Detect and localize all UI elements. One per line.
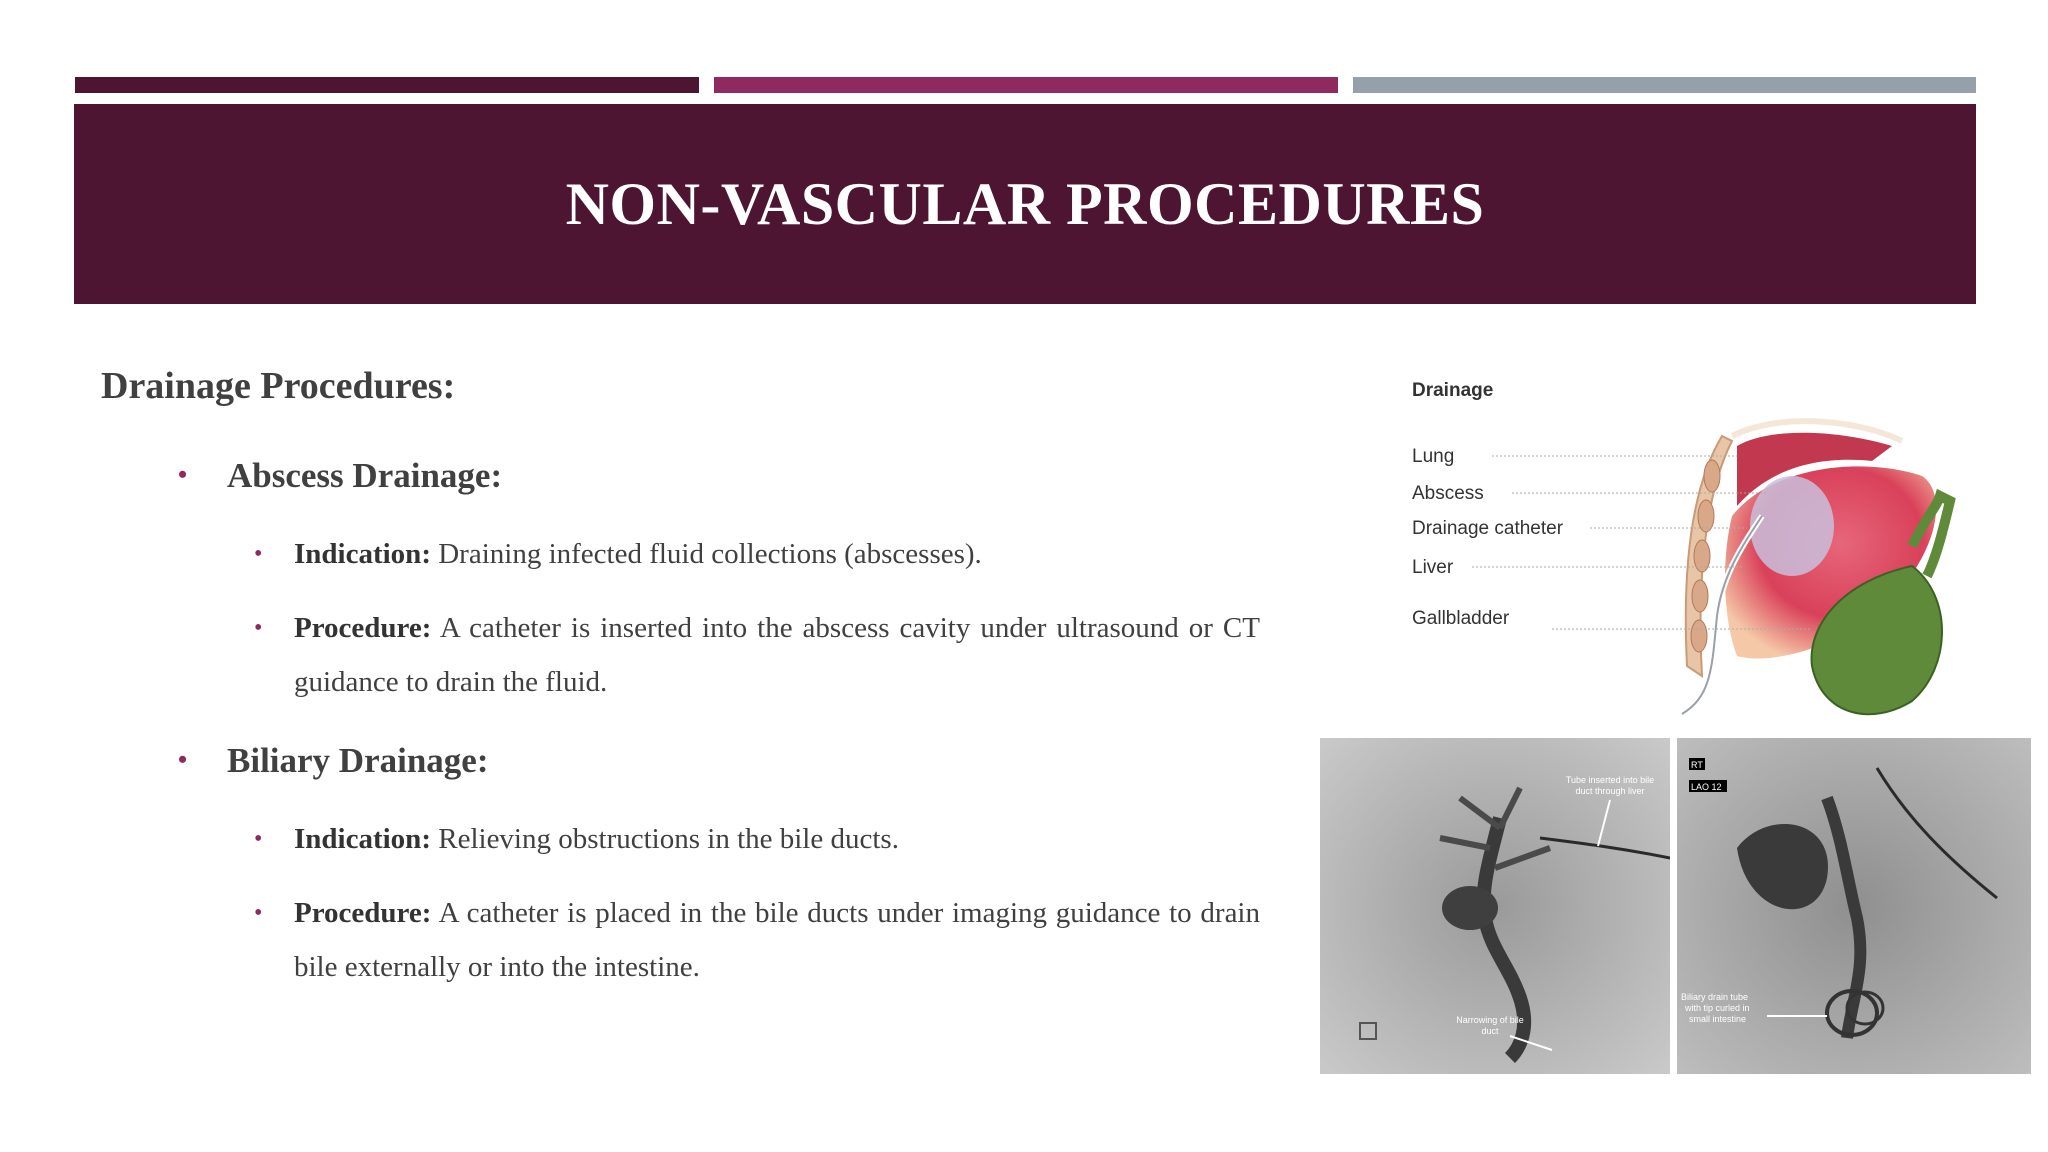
sub-bullet-abscess-indication [254, 527, 1260, 581]
section-title: Drainage Procedures: [101, 365, 456, 407]
xray-tag-rt: RT [1691, 760, 1703, 770]
point-label: Indication: [294, 538, 431, 570]
point-text: A catheter is placed in the bile ducts under imaging guidance to drain bile externally or into the intestine. [294, 897, 1260, 983]
diagram-label-gallbladder: Gallbladder [1412, 608, 1510, 629]
diagram-label-liver: Liver [1412, 557, 1454, 578]
xray-annotation-3: small intestine [1689, 1014, 1747, 1024]
xray-annotation-bottom-2: duct [1481, 1026, 1499, 1036]
diagram-label-abscess: Abscess [1412, 483, 1484, 504]
contrast-shape [1442, 886, 1498, 930]
xray-annotation-bottom-1: Narrowing of bile [1456, 1015, 1524, 1025]
bullet-dot: • [178, 745, 188, 774]
point-text: Draining infected fluid collections (abscesses). [438, 538, 982, 570]
point-text: A catheter is inserted into the abscess cavity under ultrasound or CT guidance to drain the fluid. [294, 612, 1260, 698]
xray-image-right [1677, 738, 2031, 1074]
point-label: Procedure: [294, 612, 432, 644]
bullet-dot: • [254, 826, 263, 852]
bullet-heading: Abscess Drainage: [227, 456, 503, 495]
xray-image-left [1320, 738, 1670, 1074]
xray-annotation-2: with tip curled in [1685, 1003, 1750, 1013]
bullet-heading: Biliary Drainage: [227, 741, 489, 780]
xray-annotation-top-1: Tube inserted into bile [1565, 775, 1655, 785]
xray-annotation-top-2: duct through liver [1575, 786, 1645, 796]
xray-tag-lao: LAO 12 [1691, 782, 1722, 792]
point-label: Procedure: [294, 897, 432, 929]
xray-annotation-1: Biliary drain tube [1681, 992, 1749, 1002]
accent-bar-gray [1353, 77, 1976, 93]
bullet-dot: • [178, 460, 188, 489]
accent-bar-magenta [714, 77, 1338, 93]
bullet-dot: • [254, 900, 263, 926]
bullet-dot: • [254, 615, 263, 641]
abscess-shape [1750, 476, 1834, 576]
accent-bar-dark [75, 77, 699, 93]
sub-bullet-abscess-procedure [254, 601, 1260, 709]
slide-title: NON-VASCULAR PROCEDURES [565, 170, 1485, 237]
point-label: Indication: [294, 823, 431, 855]
diagram-title: Drainage [1412, 380, 1494, 401]
sub-bullet-biliary-indication [254, 812, 1260, 866]
sub-bullet-biliary-procedure [254, 886, 1260, 994]
diagram-label-catheter: Drainage catheter [1412, 518, 1564, 539]
point-text: Relieving obstructions in the bile ducts. [438, 823, 899, 855]
drainage-diagram [1392, 366, 1972, 718]
title-banner [74, 104, 1976, 304]
bullet-dot: • [254, 541, 263, 567]
diagram-label-lung: Lung [1412, 446, 1455, 467]
